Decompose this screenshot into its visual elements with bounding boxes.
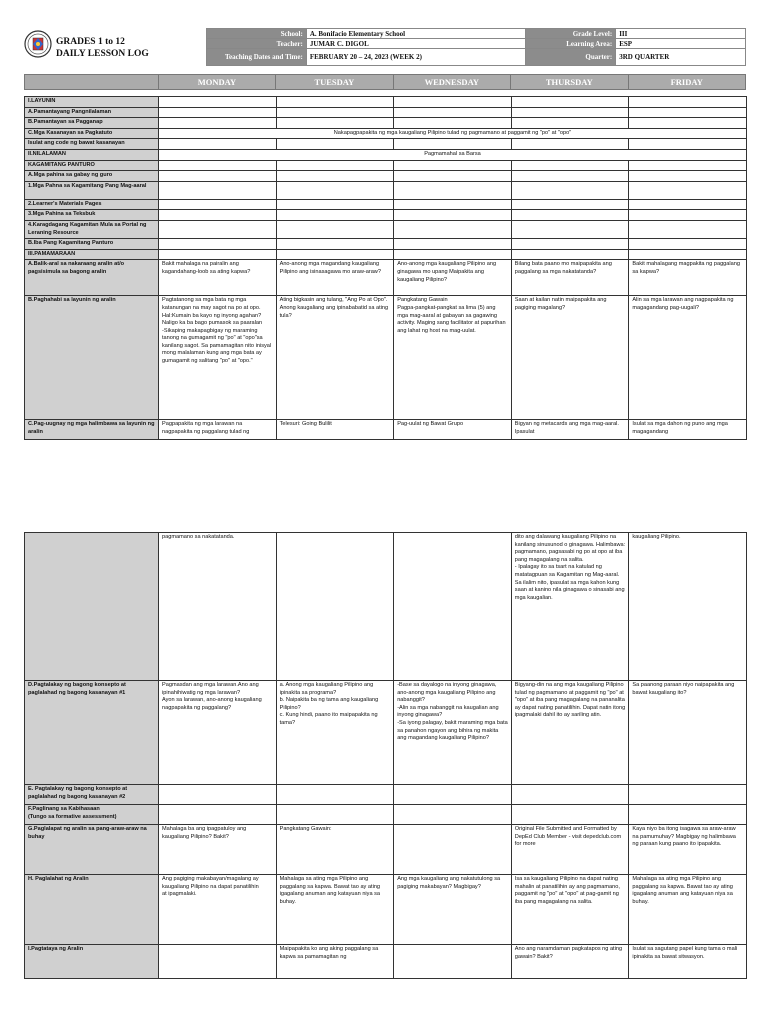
day-cell-wednesday: Pag-uulat ng Bawat Grupo <box>394 420 512 440</box>
row-label: E. Pagtalakay ng bagong konsepto at paglalahad ng bagong kasanayan #2 <box>25 785 159 805</box>
table-row <box>25 107 747 118</box>
day-tuesday: TUESDAY <box>275 75 392 89</box>
day-cell-wednesday <box>394 805 512 825</box>
table-row <box>25 220 747 238</box>
grade-value: III <box>616 29 746 39</box>
row-label: Isulat ang code ng bawat kasanayan <box>25 139 159 150</box>
day-cell-friday <box>629 199 747 210</box>
day-cell-friday <box>629 139 747 150</box>
day-cell-wednesday <box>394 249 512 260</box>
dates-label: Teaching Dates and Time: <box>207 49 307 66</box>
day-cell-thursday <box>511 139 629 150</box>
day-cell-monday <box>159 945 277 979</box>
table-row <box>25 160 747 171</box>
table-row <box>25 296 747 420</box>
day-cell-wednesday <box>394 825 512 875</box>
day-header-row <box>24 74 746 90</box>
table-row <box>25 210 747 221</box>
day-cell-tuesday: Ano-anong mga magandang kaugaliang Pilipino ang isinasagawa mo araw-araw? <box>276 260 394 296</box>
row-label: F.Paglinang sa Kabihasaan (Tungo sa formative assessment) <box>25 805 159 825</box>
row-label: A.Balik-aral sa nakaraang aralin at/o pagsisimula sa bagong aralin <box>25 260 159 296</box>
table-row <box>25 825 747 875</box>
day-cell-thursday <box>511 210 629 221</box>
day-cell-tuesday <box>276 107 394 118</box>
table-row <box>25 785 747 805</box>
header-info-table <box>206 28 746 66</box>
row-label: I.Pagtataya ng Aralin <box>25 945 159 979</box>
table-row <box>25 128 747 139</box>
table-row <box>25 875 747 945</box>
day-cell-friday <box>629 239 747 250</box>
day-wednesday: WEDNESDAY <box>393 75 510 89</box>
row-label: 2.Learner's Materials Pages <box>25 199 159 210</box>
day-header-blank <box>25 75 158 89</box>
row-span-cell: Nakapagpapakita ng mga kaugaliang Pilipino tulad ng pagmamano at paggamit ng "po" at "opo" <box>159 128 747 139</box>
table-row <box>25 420 747 440</box>
day-monday: MONDAY <box>158 75 275 89</box>
row-label: C.Pag-uugnay ng mga halimbawa sa layunin ng aralin <box>25 420 159 440</box>
day-cell-wednesday: Ang mga kaugaliang ang nakatutulong sa pagiging makabayan? Magbigay? <box>394 875 512 945</box>
title-line-2: DAILY LESSON LOG <box>56 49 149 59</box>
day-cell-monday <box>159 220 277 238</box>
day-cell-friday: Isulat sa sagutang papel kung tama o mali ipinakita sa bawat sitwasyon. <box>629 945 747 979</box>
day-cell-friday <box>629 249 747 260</box>
row-label: III.PAMAMARAAN <box>25 249 159 260</box>
day-cell-tuesday: Telesuri: Going Bulilit <box>276 420 394 440</box>
row-label <box>25 533 159 681</box>
day-cell-friday: Bakit mahalagang magpakita ng paggalang sa kapwa? <box>629 260 747 296</box>
day-cell-monday <box>159 785 277 805</box>
quarter-label: Quarter: <box>526 49 616 66</box>
day-cell-thursday <box>511 181 629 199</box>
day-cell-tuesday <box>276 239 394 250</box>
table-row <box>25 681 747 785</box>
day-cell-thursday <box>511 239 629 250</box>
day-cell-friday <box>629 181 747 199</box>
day-cell-monday <box>159 139 277 150</box>
day-cell-monday <box>159 805 277 825</box>
day-cell-friday <box>629 210 747 221</box>
day-cell-wednesday <box>394 139 512 150</box>
day-friday: FRIDAY <box>628 75 745 89</box>
day-cell-thursday <box>511 220 629 238</box>
day-cell-wednesday <box>394 533 512 681</box>
day-cell-friday <box>629 97 747 108</box>
day-cell-tuesday <box>276 118 394 129</box>
day-cell-tuesday: Pangkatang Gawain: <box>276 825 394 875</box>
document-header <box>24 28 746 64</box>
title-line-1: GRADES 1 to 12 <box>56 37 125 47</box>
day-cell-tuesday <box>276 249 394 260</box>
day-cell-wednesday <box>394 118 512 129</box>
day-cell-thursday <box>511 97 629 108</box>
day-cell-friday <box>629 160 747 171</box>
day-cell-monday <box>159 249 277 260</box>
day-cell-tuesday: Maipapakita ko ang aking paggalang sa kapwa sa pamamagitan ng <box>276 945 394 979</box>
day-cell-monday: Bakit mahalaga na pairalin ang kagandahang-loob sa ating kapwa? <box>159 260 277 296</box>
day-cell-monday <box>159 239 277 250</box>
day-cell-wednesday <box>394 945 512 979</box>
day-cell-wednesday <box>394 220 512 238</box>
day-cell-thursday: Isa sa kaugaliang Pilipino na dapat nating mahalin at panatilihin ay ang pagmamano, paggamit ng "po" at "opo" at pag-gamit ng iba pang magagalang na salita. <box>511 875 629 945</box>
day-cell-wednesday <box>394 171 512 182</box>
dates-value: FEBRUARY 20 – 24, 2023 (WEEK 2) <box>306 49 526 66</box>
table-row <box>25 199 747 210</box>
row-label: KAGAMITANG PANTURO <box>25 160 159 171</box>
day-cell-monday <box>159 118 277 129</box>
table-row <box>25 260 747 296</box>
day-cell-tuesday <box>276 199 394 210</box>
row-label: II.NILALAMAN <box>25 149 159 160</box>
row-label: B.Paghahabi sa layunin ng aralin <box>25 296 159 420</box>
day-cell-wednesday: Pangkatang Gawain Pagpa-pangkat-pangkat sa lima (5) ang mga mag-aaral at gabayan sa gagawing activity. Maging sang facilitator at papurihan ang lahat ng host na mag-uulat. <box>394 296 512 420</box>
day-cell-wednesday <box>394 181 512 199</box>
day-cell-thursday <box>511 785 629 805</box>
day-cell-thursday: Bilang bata paano mo maipapakita ang paggalang sa mga nakatatanda? <box>511 260 629 296</box>
lesson-table-page-1 <box>24 96 747 440</box>
day-cell-wednesday: Ano-anong mga kaugaliang Pilipino ang ginagawa mo upang Maipakita ang kaugaliang Pilipino? <box>394 260 512 296</box>
day-cell-wednesday <box>394 160 512 171</box>
day-cell-friday <box>629 220 747 238</box>
day-cell-friday <box>629 107 747 118</box>
day-thursday: THURSDAY <box>510 75 627 89</box>
table-row <box>25 533 747 681</box>
area-label: Learning Area: <box>526 39 616 49</box>
day-cell-wednesday: -Base sa dayalogo na inyong ginagawa, ano-anong mga kaugaliang Pilipino ang nabanggit? -Alin sa mga nabanggit na kaugalian ang inyong ginagawa? -Sa iyong palagay, bakit maraming mga bata sa panahon ngayon ang bihira ng makita ang magandang kaugaliang Pilipino? <box>394 681 512 785</box>
day-cell-wednesday <box>394 785 512 805</box>
day-cell-friday: Isulat sa mga dahon ng puno ang mga magagandang <box>629 420 747 440</box>
school-value: A. Bonifacio Elementary School <box>306 29 526 39</box>
row-label: G.Paglalapat ng aralin sa pang-araw-araw na buhay <box>25 825 159 875</box>
row-label: B.Iba Pang Kagamitang Panturo <box>25 239 159 250</box>
day-cell-thursday: Bigyang-din na ang mga kaugaliang Pilipino tulad ng pagmamano at paggamit ng "po" at "opo" at iba pang magagalang na pananalita ay dapat nating panatilihin. Dapat natin itong ipagmalaki dahil ito ay sariling atin. <box>511 681 629 785</box>
day-cell-tuesday <box>276 171 394 182</box>
day-cell-wednesday <box>394 97 512 108</box>
day-cell-friday: Mahalaga sa ating mga Pilipino ang paggalang sa kapwa. Bawat tao ay ating igagalang anuman ang katayuan niya sa buhay. <box>629 875 747 945</box>
day-cell-thursday <box>511 171 629 182</box>
quarter-value: 3RD QUARTER <box>616 49 746 66</box>
day-cell-friday: Kaya niyo ba itong isagawa sa araw-araw na pamumuhay? Magbigay ng halimbawa ng paraan kung paano ito ipapakita. <box>629 825 747 875</box>
day-cell-tuesday: Mahalaga sa ating mga Pilipino ang paggalang sa kapwa. Bawat tao ay ating igagalang anuman ang katayuan niya sa buhay. <box>276 875 394 945</box>
day-cell-thursday <box>511 199 629 210</box>
row-label: 4.Karagdagang Kagamitan Mula sa Portal ng Leraning Resource <box>25 220 159 238</box>
day-cell-tuesday <box>276 160 394 171</box>
day-cell-tuesday: Ating bigkasin ang tulang, "Ang Po at Opo". Anong kaugaliang ang ipinababatid sa ating tula? <box>276 296 394 420</box>
day-cell-friday: Sa paanong paraan niyo naipapakita ang bawat kaugaliang ito? <box>629 681 747 785</box>
day-cell-monday <box>159 199 277 210</box>
table-row <box>25 118 747 129</box>
table-row <box>25 171 747 182</box>
day-cell-friday: kaugaliang Pilipino. <box>629 533 747 681</box>
day-cell-tuesday: a. Anong mga kaugaliang Pilipino ang ipinakita sa programa? b. Naipakita ba ng tama ang kaugaliang Pilipino? c. Kung hindi, paano ito maipapakita ng tama? <box>276 681 394 785</box>
day-cell-wednesday <box>394 239 512 250</box>
school-label: School: <box>207 29 307 39</box>
day-cell-friday <box>629 171 747 182</box>
day-cell-monday <box>159 160 277 171</box>
teacher-label: Teacher: <box>207 39 307 49</box>
day-cell-tuesday <box>276 785 394 805</box>
day-cell-friday <box>629 785 747 805</box>
day-cell-monday <box>159 181 277 199</box>
row-label: I.LAYUNIN <box>25 97 159 108</box>
table-row <box>25 945 747 979</box>
day-cell-tuesday <box>276 220 394 238</box>
table-row <box>25 805 747 825</box>
deped-seal-icon <box>24 30 52 58</box>
day-cell-tuesday <box>276 805 394 825</box>
day-cell-thursday <box>511 107 629 118</box>
day-cell-friday <box>629 118 747 129</box>
teacher-value: JUMAR C. DIGOL <box>306 39 526 49</box>
page-1 <box>24 28 746 440</box>
row-label: H. Paglalahat ng Aralin <box>25 875 159 945</box>
day-cell-monday: Mahalaga ba ang ipagpatuloy ang kaugaliang Pilipino? Bakit? <box>159 825 277 875</box>
day-cell-friday: Alin sa mga larawan ang nagpapakita ng magagandang pag-uugali? <box>629 296 747 420</box>
day-cell-thursday: Bigyan ng metacards ang mga mag-aaral. Ipasulat <box>511 420 629 440</box>
day-cell-tuesday <box>276 139 394 150</box>
grade-label: Grade Level: <box>526 29 616 39</box>
day-cell-thursday: Saan at kailan natin maipapakita ang pagiging magalang? <box>511 296 629 420</box>
table-row <box>25 97 747 108</box>
table-row <box>25 149 747 160</box>
day-cell-tuesday <box>276 97 394 108</box>
day-cell-thursday <box>511 805 629 825</box>
day-cell-tuesday <box>276 210 394 221</box>
row-label: A.Pamantayang Pangnilalaman <box>25 107 159 118</box>
day-cell-thursday <box>511 160 629 171</box>
area-value: ESP <box>616 39 746 49</box>
row-label: C.Mga Kasanayan sa Pagkatuto <box>25 128 159 139</box>
day-cell-wednesday <box>394 210 512 221</box>
day-cell-monday <box>159 171 277 182</box>
day-cell-tuesday <box>276 181 394 199</box>
lesson-table-page-2 <box>24 532 747 979</box>
day-cell-thursday: Ano ang naramdaman pagkatapos ng ating gawain? Bakit? <box>511 945 629 979</box>
table-row <box>25 181 747 199</box>
day-cell-monday <box>159 210 277 221</box>
day-cell-monday <box>159 97 277 108</box>
day-cell-monday: Pagmasdan ang mga larawan.Ano ang ipinahihiwatig ng mga larawan? Ayon sa larawan, ano-anong kaugaliang nagpapakita ng paggalang? <box>159 681 277 785</box>
day-cell-wednesday <box>394 199 512 210</box>
day-cell-thursday <box>511 118 629 129</box>
table-row <box>25 249 747 260</box>
day-cell-friday <box>629 805 747 825</box>
row-label: A.Mga pahina sa gabay ng guro <box>25 171 159 182</box>
row-span-cell: Pagmamahal sa Barsa <box>159 149 747 160</box>
row-label: B.Pamantayan sa Pagganap <box>25 118 159 129</box>
row-label: 3.Mga Pahina sa Teksbuk <box>25 210 159 221</box>
day-cell-monday: pagmamano sa nakatatanda. <box>159 533 277 681</box>
page-2 <box>24 532 746 979</box>
document-title <box>56 36 149 60</box>
day-cell-tuesday <box>276 533 394 681</box>
day-cell-thursday <box>511 249 629 260</box>
day-cell-monday: Pagpapakita ng mga larawan na nagpapakita ng paggalang tulad ng <box>159 420 277 440</box>
day-cell-monday: Pagtatanong sa mga bata ng mga katanungan na may sagot na po at opo. Hal:Kumain ba kayo ng inyong agahan?Naligo ka ba bago pumasok sa paaralan -Sikaping makapagbigay ng maraming tanong na gumagamit ng "po" at "opo"sa kanilang sagot. Sa pamamagitan nito inisyal mong malalaman kung ang mga bata ay gumagamit ng salitang "po" at "opo." <box>159 296 277 420</box>
day-cell-thursday: dito ang dalawang kaugaliang Pilipino na kanilang sinusunod o ginagawa. Halimbawa: pagmamano, pagsasabi ng po at opo at iba pang magagalang na salita. - Ipalagay ito sa tsart na katulad ng matatagpuan sa Kagamitan ng Mag-aaral. Sa ilalim nito, ipasulat sa mga kahon kung saan at kanino nila ginagawa o sinasabi ang mga kaugalian. <box>511 533 629 681</box>
day-cell-monday: Ang pagiging makabayan/magalang ay kaugaliang Pilipino na dapat panatilihin at ipagmalaki. <box>159 875 277 945</box>
day-cell-thursday: Original File Submitted and Formatted by DepEd Club Member - visit depedclub.com for more <box>511 825 629 875</box>
table-row <box>25 239 747 250</box>
row-label: D.Pagtalakay ng bagong konsepto at paglalahad ng bagong kasanayan #1 <box>25 681 159 785</box>
day-cell-monday <box>159 107 277 118</box>
day-cell-wednesday <box>394 107 512 118</box>
row-label: 1.Mga Pahna sa Kagamitang Pang Mag-aaral <box>25 181 159 199</box>
table-row <box>25 139 747 150</box>
